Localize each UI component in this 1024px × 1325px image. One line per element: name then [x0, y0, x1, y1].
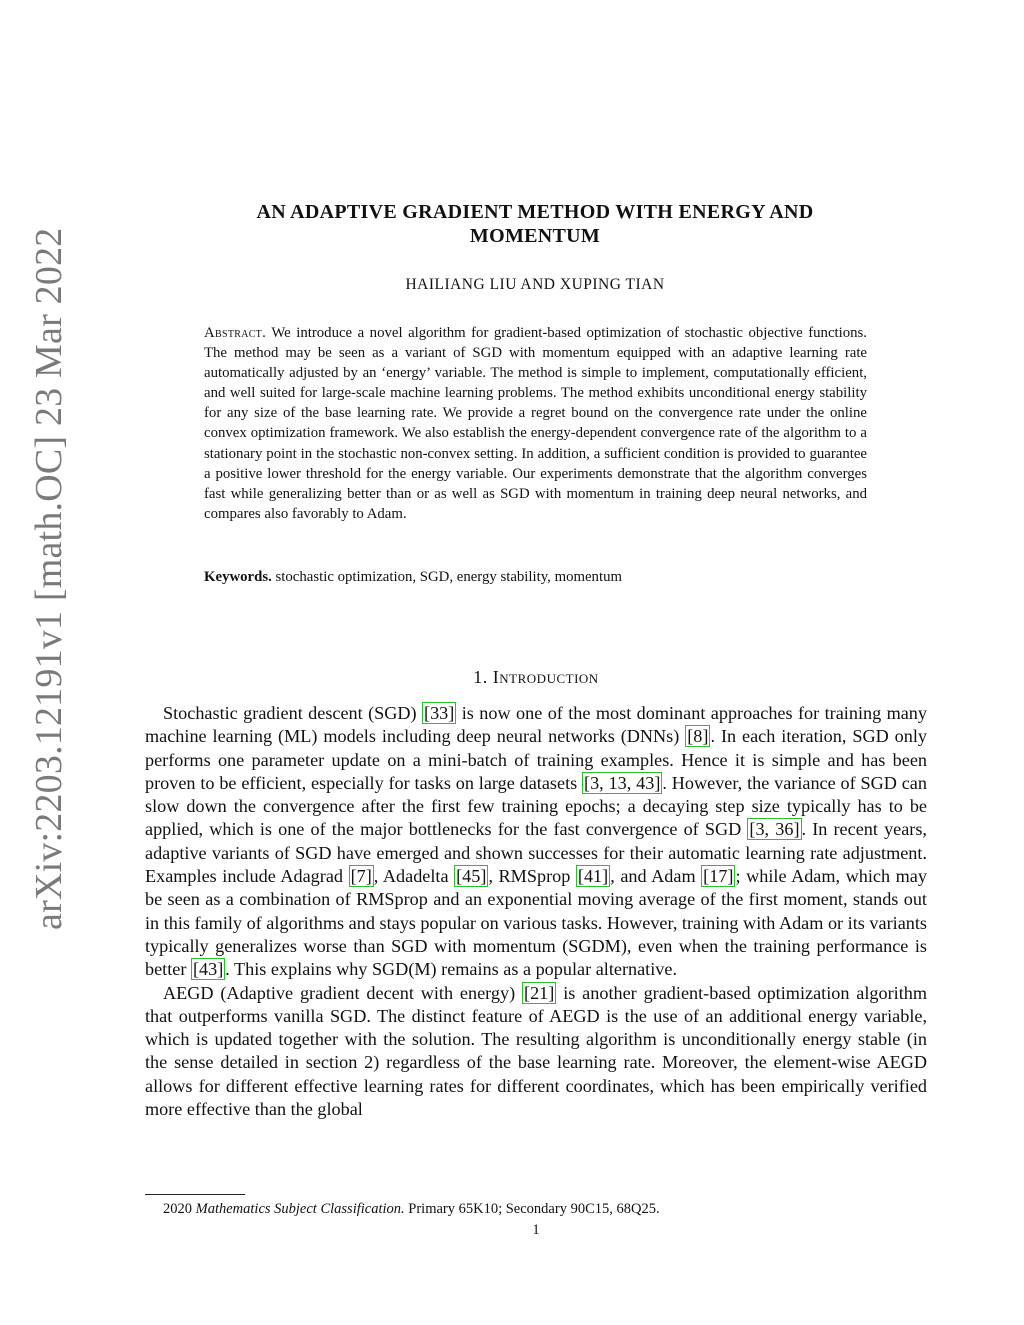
keywords-label: Keywords. — [204, 569, 272, 585]
footnote-rule — [145, 1194, 245, 1195]
arxiv-identifier-stamp: arXiv:2203.12191v1 [math.OC] 23 Mar 2022 — [28, 227, 70, 930]
paragraph-text: is now one of the most dominant approaches for training many machine learning (ML) models including deep neural networks (DNNs) — [145, 703, 927, 747]
citation-link[interactable]: [8] — [687, 726, 709, 747]
paragraph-2 — [145, 982, 927, 1122]
footnote-classification: Mathematics Subject Classification. — [195, 1201, 405, 1217]
introduction-body — [145, 702, 927, 1121]
page-number: 1 — [532, 1222, 540, 1238]
citation-link[interactable]: [45] — [456, 866, 487, 887]
citation-link[interactable]: [3, 13, 43] — [584, 772, 661, 793]
abstract-label: Abstract. — [204, 325, 267, 341]
keywords — [204, 567, 867, 587]
title-line-2: MOMENTUM — [469, 225, 601, 247]
section-number: 1. — [473, 667, 488, 687]
paragraph-text: Stochastic gradient descent (SGD) — [163, 703, 423, 723]
citation-link[interactable]: [17] — [703, 866, 734, 887]
abstract-text: We introduce a novel algorithm for gradient-based optimization of stochastic objective functions. The method may be seen as a variant of SGD with momentum equipped with an adaptive learning rate automatically adjusted by an ‘energy’ variable. The method is simple to implement, computationally efficient, and well suited for large-scale machine learning problems. The method exhibits unconditional energy stability for any size of the base learning rate. We provide a regret bound on the convergence rate under the online convex optimization framework. We also establish the energy-dependent convergence rate of the algorithm to a stationary point in the stochastic non-convex setting. In addition, a sufficient condition is provided to guarantee a positive lower threshold for the energy variable. Our experiments demonstrate that the algorithm converges fast while generalizing better than or as well as SGD with momentum in training deep neural networks, and compares also favorably to Adam. — [204, 325, 867, 522]
footnote-year: 2020 — [163, 1201, 192, 1217]
keywords-text: stochastic optimization, SGD, energy stability, momentum — [275, 569, 622, 585]
citation-link[interactable]: [3, 36] — [749, 819, 800, 840]
paragraph-text: , Adadelta — [373, 866, 455, 887]
abstract — [204, 323, 867, 524]
footnote-msc — [163, 1200, 923, 1218]
citation-link[interactable]: [41] — [577, 866, 609, 887]
paragraph-text: AEGD (Adaptive gradient decent with energy) — [163, 982, 523, 1003]
paragraph-text: . In recent years, adaptive variants of SGD have emerged and shown successes for their automatic learning rate adjustment. Examples include Adagrad — [145, 819, 927, 887]
footnote-codes: Primary 65K10; Secondary 90C15, 68Q25. — [408, 1201, 660, 1217]
paragraph-text: . This explains why SGD(M) remains as a popular alternative. — [225, 959, 677, 980]
citation-link[interactable]: [43] — [192, 959, 224, 980]
paragraph-text: , RMSprop — [488, 866, 576, 887]
section-name: Introduction — [492, 667, 599, 687]
citation-link[interactable]: [7] — [350, 866, 372, 887]
citation-link[interactable]: [33] — [424, 703, 455, 723]
authors: HAILIANG LIU AND XUPING TIAN — [405, 276, 665, 293]
paragraph-text: ; while Adam, which may be seen as a combination of RMSprop and an exponential moving average of the first moment, stands out in this family of algorithms and stays popular on various tasks. However, training with Adam or its variants typically generalizes worse than SGD with momentum (SGDM), even when the training performance is better — [145, 866, 927, 980]
paragraph-text: is another gradient-based optimization algorithm that outperforms vanilla SGD. The distinct feature of AEGD is the use of an additional energy variable, which is updated together with the solution. The resulting algorithm is unconditionally energy stable (in the sense detailed in section 2) regardless of the base learning rate. Moreover, the element-wise AEGD allows for different effective learning rates for different coordinates, which has been empirically verified more effective than the global — [145, 982, 928, 1120]
paper-title — [160, 200, 910, 248]
section-heading-introduction — [145, 667, 927, 688]
paragraph-text: , and Adam — [610, 866, 702, 887]
paragraph-text: . However, the variance of SGD can slow down the convergence after the first few training epochs; a decaying step size typically has to be applied, which is one of the major bottlenecks for the fast convergence of SGD — [145, 772, 927, 840]
citation-link[interactable]: [21] — [524, 982, 555, 1003]
paragraph-text: . In each iteration, SGD only performs one parameter update on a mini-batch of training examples. Hence it is simple and has been proven to be efficient, especially for tasks on large datasets — [145, 726, 927, 793]
paragraph-1 — [145, 702, 927, 982]
title-line-1: AN ADAPTIVE GRADIENT METHOD WITH ENERGY AND — [256, 201, 814, 223]
